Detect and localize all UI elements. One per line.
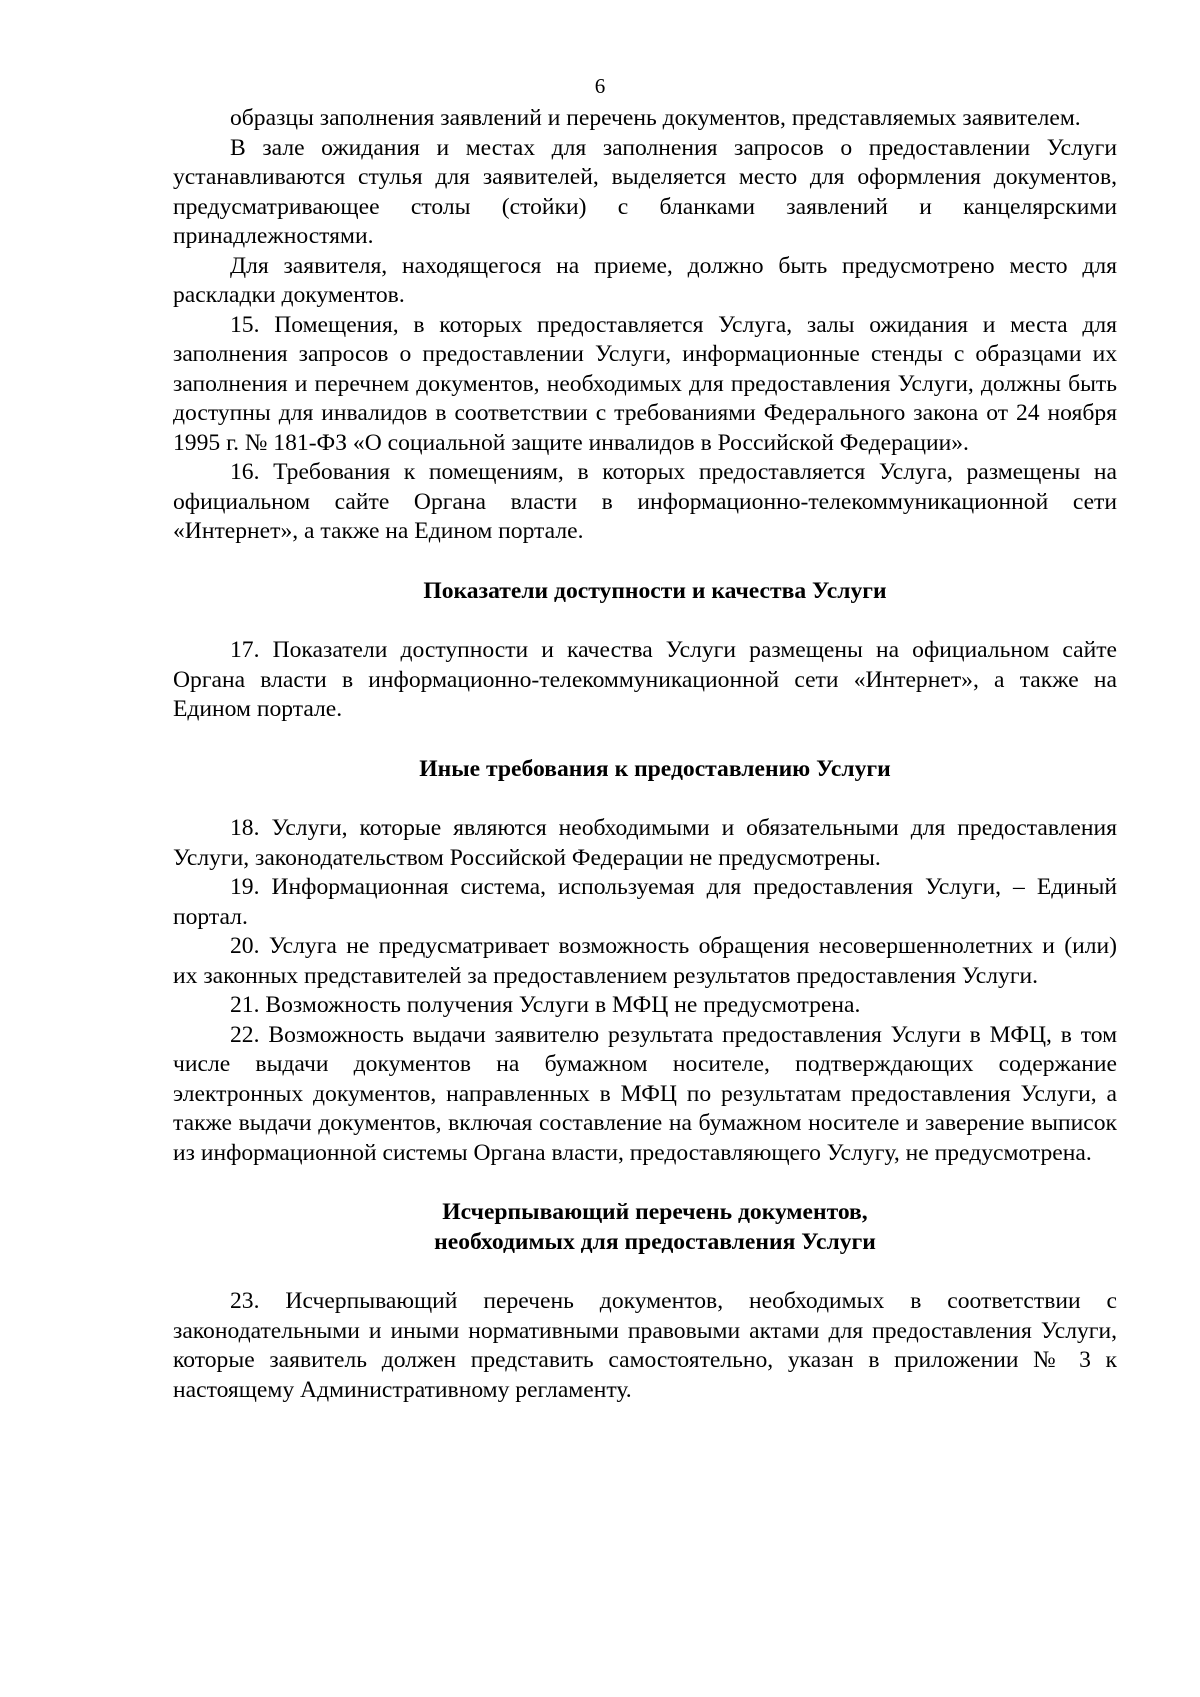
section-heading-documents-list-line-2: необходимых для предоставления Услуги bbox=[434, 1228, 876, 1255]
section-heading-other-requirements: Иные требования к предоставлению Услуги bbox=[419, 755, 891, 782]
paragraph-applicant-place: Для заявителя, находящегося на приеме, должно быть предусмотрено место для раскладки документов. bbox=[173, 252, 1117, 308]
paragraph-22: 22. Возможность выдачи заявителю результата предоставления Услуги в МФЦ, в том числе выдачи документов на бумажном носителе, подтверждающих содержание электронных документов, направленных в МФЦ по результатам предоставления Услуги, а также выдачи документов, включая составление на бумажном носителе и заверение выписок из информационной системы Органа власти, предоставляющего Услугу, не предусмотрена. bbox=[173, 1021, 1117, 1166]
paragraph-21: 21. Возможность получения Услуги в МФЦ не предусмотрена. bbox=[230, 992, 861, 1018]
paragraph-waiting-hall: В зале ожидания и местах для заполнения запросов о предоставлении Услуги устанавливаются стулья для заявителей, выделяется место для оформления документов, предусматривающее столы (стойки) с бланками заявлений и канцелярскими принадлежностями. bbox=[173, 134, 1117, 249]
paragraph-continuation: образцы заполнения заявлений и перечень документов, представляемых заявителем. bbox=[230, 105, 1081, 131]
paragraph-16: 16. Требования к помещениям, в которых предоставляется Услуга, размещены на официальном сайте Органа власти в информационно-телекоммуникационной сети «Интернет», а также на Едином портале. bbox=[173, 459, 1117, 544]
page-number: 6 bbox=[594, 74, 606, 98]
paragraph-15: 15. Помещения, в которых предоставляется Услуга, залы ожидания и места для заполнения запросов о предоставлении Услуги, информационные стенды с образцами их заполнения и перечнем документов, необходимых для предоставления Услуги, должны быть доступны для инвалидов в соответствии с требованиями Федерального закона от 24 ноября 1995 г. № 181-ФЗ «О социальной защите инвалидов в Российской Федерации». bbox=[173, 311, 1117, 456]
section-heading-documents-list-line-1: Исчерпывающий перечень документов, bbox=[442, 1199, 868, 1225]
paragraph-18: 18. Услуги, которые являются необходимыми и обязательными для предоставления Услуги, законодательством Российской Федерации не предусмотрены. bbox=[173, 815, 1117, 871]
paragraph-20: 20. Услуга не предусматривает возможность обращения несовершеннолетних и (или) их законных представителей за предоставлением результатов предоставления Услуги. bbox=[173, 933, 1117, 989]
paragraph-17: 17. Показатели доступности и качества Услуги размещены на официальном сайте Органа власти в информационно-телекоммуникационной сети «Интернет», а также на Едином портале. bbox=[173, 637, 1117, 722]
paragraph-19: 19. Информационная система, используемая для предоставления Услуги, – Единый портал. bbox=[173, 874, 1117, 930]
section-heading-accessibility: Показатели доступности и качества Услуги bbox=[423, 577, 887, 604]
document-body bbox=[173, 104, 1117, 1405]
paragraph-23: 23. Исчерпывающий перечень документов, необходимых в соответствии с законодательными и иными нормативными правовыми актами для предоставления Услуги, которые заявитель должен представить самостоятельно, указан в приложении № 3 к настоящему Административному регламенту. bbox=[173, 1288, 1117, 1403]
